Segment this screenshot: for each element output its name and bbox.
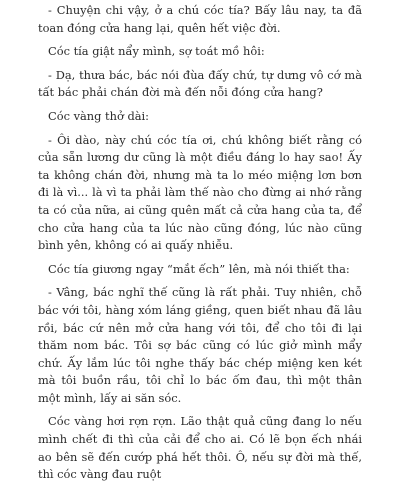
paragraph-6: Cóc tía giương ngay “mắt ếch” lên, mà nói thiết tha: xyxy=(48,261,350,276)
paragraph-8: Cóc vàng hơi rợn rợn. Lão thật quả cũng đang lo nếu mình chết đi thì của cải để cho ai. Có lẽ bọn ếch nhái ao bên sẽ đến cướp phá hết thôi. Ô, nếu sự đời mà thế, thì cóc vàng đau ruột xyxy=(38,414,362,482)
paragraph-4: Cóc vàng thở dài: xyxy=(48,108,150,123)
paragraph-1: - Chuyện chi vậy, ở a chú cóc tía? Bấy lâu nay, ta đã toan đóng cửa hang lại, quên hết việc đời. xyxy=(38,3,362,35)
paragraph-5: - Ôi dào, này chú cóc tía ơi, chú không biết rằng có của sẵn lương dư cũng là một điều đáng lo hay sao! Ấy ta không chán đời, nhưng mà ta lo méo miệng lơn bơn đi là vì... là vì ta phải làm thế nào cho đừng ai nhớ rằng ta có của nữa, ai cũng quên mất cả cửa hang của ta, để cho cửa hang của ta lúc nào cũng đóng, lúc nào cũng bình yên, không có ai quấy nhiễu. xyxy=(38,132,362,253)
paragraph-7: - Vâng, bác nghĩ thế cũng là rất phải. Tuy nhiên, chỗ bác với tôi, hàng xóm láng giềng, quen biết nhau đã lâu rồi, bác cứ nên mở cửa hang với tôi, để cho tôi đi lại thăm nom bác. Tôi sợ bác cũng có lúc giở mình mẩy chứ. Ấy lắm lúc tôi nghe thấy bác chép miệng ken két mà tôi buồn rầu, tôi chỉ lo bác ốm đau, thì một thân một mình, lấy ai săn sóc. xyxy=(38,285,362,405)
paragraph-2: Cóc tía giật nẩy mình, sợ toát mồ hôi: xyxy=(48,44,265,59)
paragraph-3: - Dạ, thưa bác, bác nói đùa đấy chứ, tự dưng vô cớ mà tất bác phải chán đời mà đến nỗi đóng cửa hang? xyxy=(38,67,362,100)
